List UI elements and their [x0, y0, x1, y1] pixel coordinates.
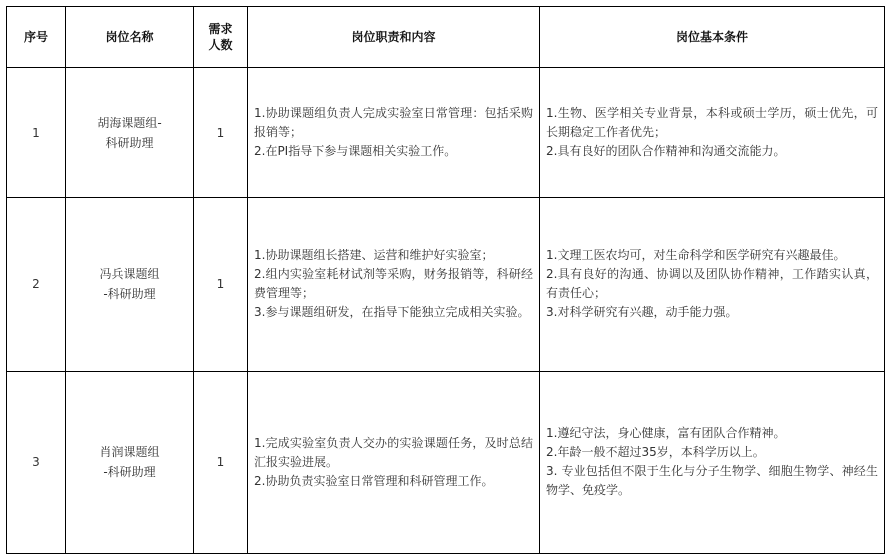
duty-item: 3.参与课题组研发，在指导下能独立完成相关实验。	[254, 305, 530, 320]
requirement-item: 3.对科学研究有兴趣，动手能力强。	[546, 305, 738, 320]
header-position: 岗位名称	[66, 7, 194, 68]
job-table-sheet	[6, 6, 884, 554]
row-duties	[248, 68, 540, 198]
row-requirements	[540, 371, 885, 553]
row-requirements	[540, 198, 885, 371]
requirement-item: 2.年龄一般不超过35岁，本科学历以上。	[546, 445, 765, 460]
header-headcount-line1: 需求	[208, 22, 233, 36]
requirement-item: 1.遵纪守法，身心健康，富有团队合作精神。	[546, 426, 786, 441]
table-row	[7, 198, 885, 371]
header-headcount	[194, 7, 248, 68]
table-row	[7, 371, 885, 553]
row-position-line2: -科研助理	[103, 287, 156, 302]
duty-item: 2.在PI指导下参与课题相关实验工作。	[254, 144, 457, 159]
header-duties: 岗位职责和内容	[248, 7, 540, 68]
row-duties	[248, 371, 540, 553]
row-position-line1: 肖润课题组	[99, 445, 160, 460]
row-headcount: 1	[194, 198, 248, 371]
row-position	[66, 68, 194, 198]
job-positions-table	[6, 6, 885, 554]
requirement-item: 1.文理工医农均可，对生命科学和医学研究有兴趣最佳。	[546, 248, 846, 263]
requirement-item: 3. 专业包括但不限于生化与分子生物学、细胞生物学、神经生物学、免疫学。	[546, 464, 878, 498]
row-requirements	[540, 68, 885, 198]
duty-item: 1.协助课题组长搭建、运营和维护好实验室；	[254, 248, 494, 263]
row-index: 1	[7, 68, 66, 198]
row-position-line2: 科研助理	[105, 135, 154, 150]
table-row	[7, 68, 885, 198]
duty-item: 1.协助课题组负责人完成实验室日常管理：包括采购报销等；	[254, 106, 533, 140]
row-duties	[248, 198, 540, 371]
row-position-line1: 胡海课题组-	[97, 115, 162, 130]
header-requirements: 岗位基本条件	[540, 7, 885, 68]
duty-item: 1.完成实验室负责人交办的实验课题任务，及时总结汇报实验进展。	[254, 435, 533, 469]
row-headcount: 1	[194, 371, 248, 553]
header-headcount-line2: 人数	[208, 38, 233, 52]
table-header-row	[7, 7, 885, 68]
row-position-line1: 冯兵课题组	[99, 267, 160, 282]
requirement-item: 2.具有良好的沟通、协调以及团队协作精神，工作踏实认真，有责任心；	[546, 267, 878, 301]
row-position	[66, 198, 194, 371]
requirement-item: 1.生物、医学相关专业背景，本科或硕士学历，硕士优先，可长期稳定工作者优先；	[546, 106, 878, 140]
header-index: 序号	[7, 7, 66, 68]
row-index: 2	[7, 198, 66, 371]
row-position	[66, 371, 194, 553]
row-headcount: 1	[194, 68, 248, 198]
row-position-line2: -科研助理	[103, 465, 156, 480]
row-index: 3	[7, 371, 66, 553]
duty-item: 2.协助负责实验室日常管理和科研管理工作。	[254, 473, 494, 488]
duty-item: 2.组内实验室耗材试剂等采购，财务报销等，科研经费管理等；	[254, 267, 533, 301]
requirement-item: 2.具有良好的团队合作精神和沟通交流能力。	[546, 144, 786, 159]
